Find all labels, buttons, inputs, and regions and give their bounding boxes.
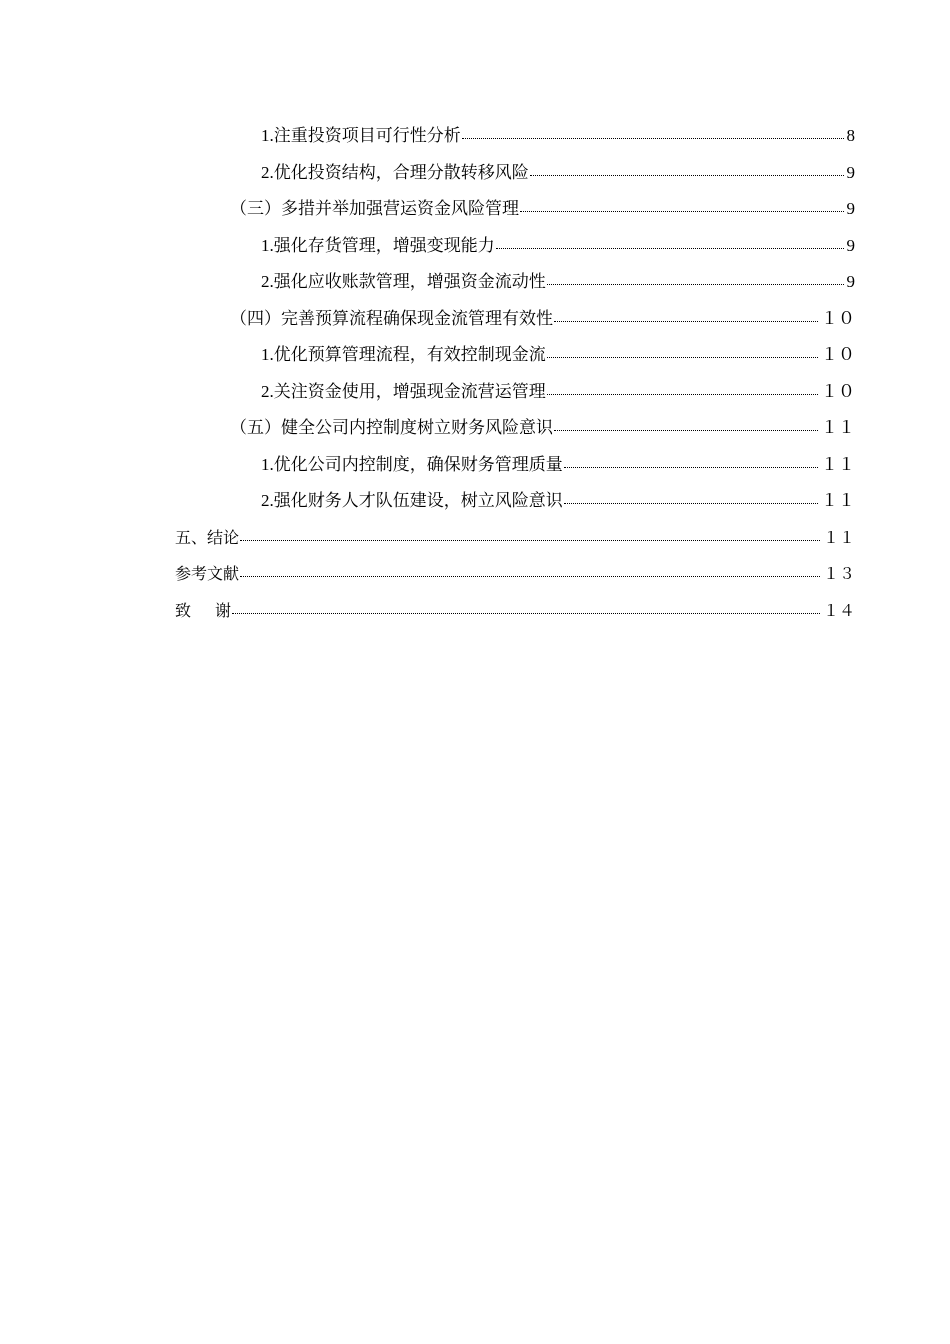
dot-leader <box>530 175 844 176</box>
toc-entry-label: 1.强化存货管理，增强变现能力 <box>261 236 495 255</box>
toc-entry-label: 五、结论 <box>175 528 240 547</box>
toc-entry-page: １１ <box>821 455 855 474</box>
toc-entry-page: １１ <box>821 491 855 510</box>
toc-entry-page: 8 <box>846 126 855 145</box>
toc-entry-label <box>175 598 231 621</box>
toc-entry[interactable] <box>261 366 855 402</box>
dot-leader <box>554 321 818 322</box>
toc-entry-label: 2.强化应收账款管理，增强资金流动性 <box>261 272 546 291</box>
toc-entry[interactable] <box>175 548 855 584</box>
toc-entry[interactable] <box>261 329 855 365</box>
dot-leader <box>496 248 844 249</box>
toc-entry-page: １１ <box>821 418 855 437</box>
toc-entry[interactable] <box>261 439 855 475</box>
toc-entry[interactable] <box>230 293 855 329</box>
dot-leader <box>240 576 820 577</box>
dot-leader <box>554 430 818 431</box>
toc-entry-page: １１ <box>822 528 855 547</box>
dot-leader <box>462 138 844 139</box>
toc-entry-label: （三）多措并举加强营运资金风险管理 <box>230 199 519 218</box>
toc-entry[interactable] <box>261 110 855 146</box>
toc-entry-label: 1.优化公司内控制度，确保财务管理质量 <box>261 455 563 474</box>
toc-entry-label: 2.优化投资结构，合理分散转移风险 <box>261 163 529 182</box>
toc-entry-page: 9 <box>846 163 855 182</box>
toc-entry-label: （四）完善预算流程确保现金流管理有效性 <box>230 309 553 328</box>
toc-entry[interactable] <box>175 585 855 621</box>
toc-entry[interactable] <box>175 512 855 548</box>
dot-leader <box>240 540 820 541</box>
toc-entry-page: １４ <box>822 601 855 620</box>
toc-entry[interactable] <box>230 402 855 438</box>
toc-entry-page: １０ <box>821 309 855 328</box>
toc-entry-page: １３ <box>822 564 855 583</box>
dot-leader <box>547 357 818 358</box>
dot-leader <box>547 394 818 395</box>
toc-entry-page: 9 <box>846 272 855 291</box>
toc-entry-label: 2.强化财务人才队伍建设，树立风险意识 <box>261 491 563 510</box>
toc-entry-label: 1.注重投资项目可行性分析 <box>261 126 461 145</box>
toc-entry-page: 9 <box>846 199 855 218</box>
dot-leader <box>564 467 818 468</box>
toc-entry-label-part: 致 <box>175 601 192 620</box>
dot-leader <box>547 284 844 285</box>
toc-entry-label: （五）健全公司内控制度树立财务风险意识 <box>230 418 553 437</box>
dot-leader <box>564 503 818 504</box>
toc-entry[interactable] <box>261 147 855 183</box>
toc-entry[interactable] <box>261 220 855 256</box>
toc-entry-label-part: 谢 <box>215 601 232 620</box>
toc-entry[interactable] <box>230 183 855 219</box>
dot-leader <box>232 613 820 614</box>
toc-entry-label: 1.优化预算管理流程，有效控制现金流 <box>261 345 546 364</box>
toc-entry-label: 参考文献 <box>175 564 240 583</box>
toc-entry-page: １０ <box>821 345 855 364</box>
toc-entry-label: 2.关注资金使用，增强现金流营运管理 <box>261 382 546 401</box>
toc-entry-page: １０ <box>821 382 855 401</box>
toc-entry[interactable] <box>261 475 855 511</box>
toc-entry[interactable] <box>261 256 855 292</box>
dot-leader <box>520 211 844 212</box>
toc-entry-page: 9 <box>846 236 855 255</box>
